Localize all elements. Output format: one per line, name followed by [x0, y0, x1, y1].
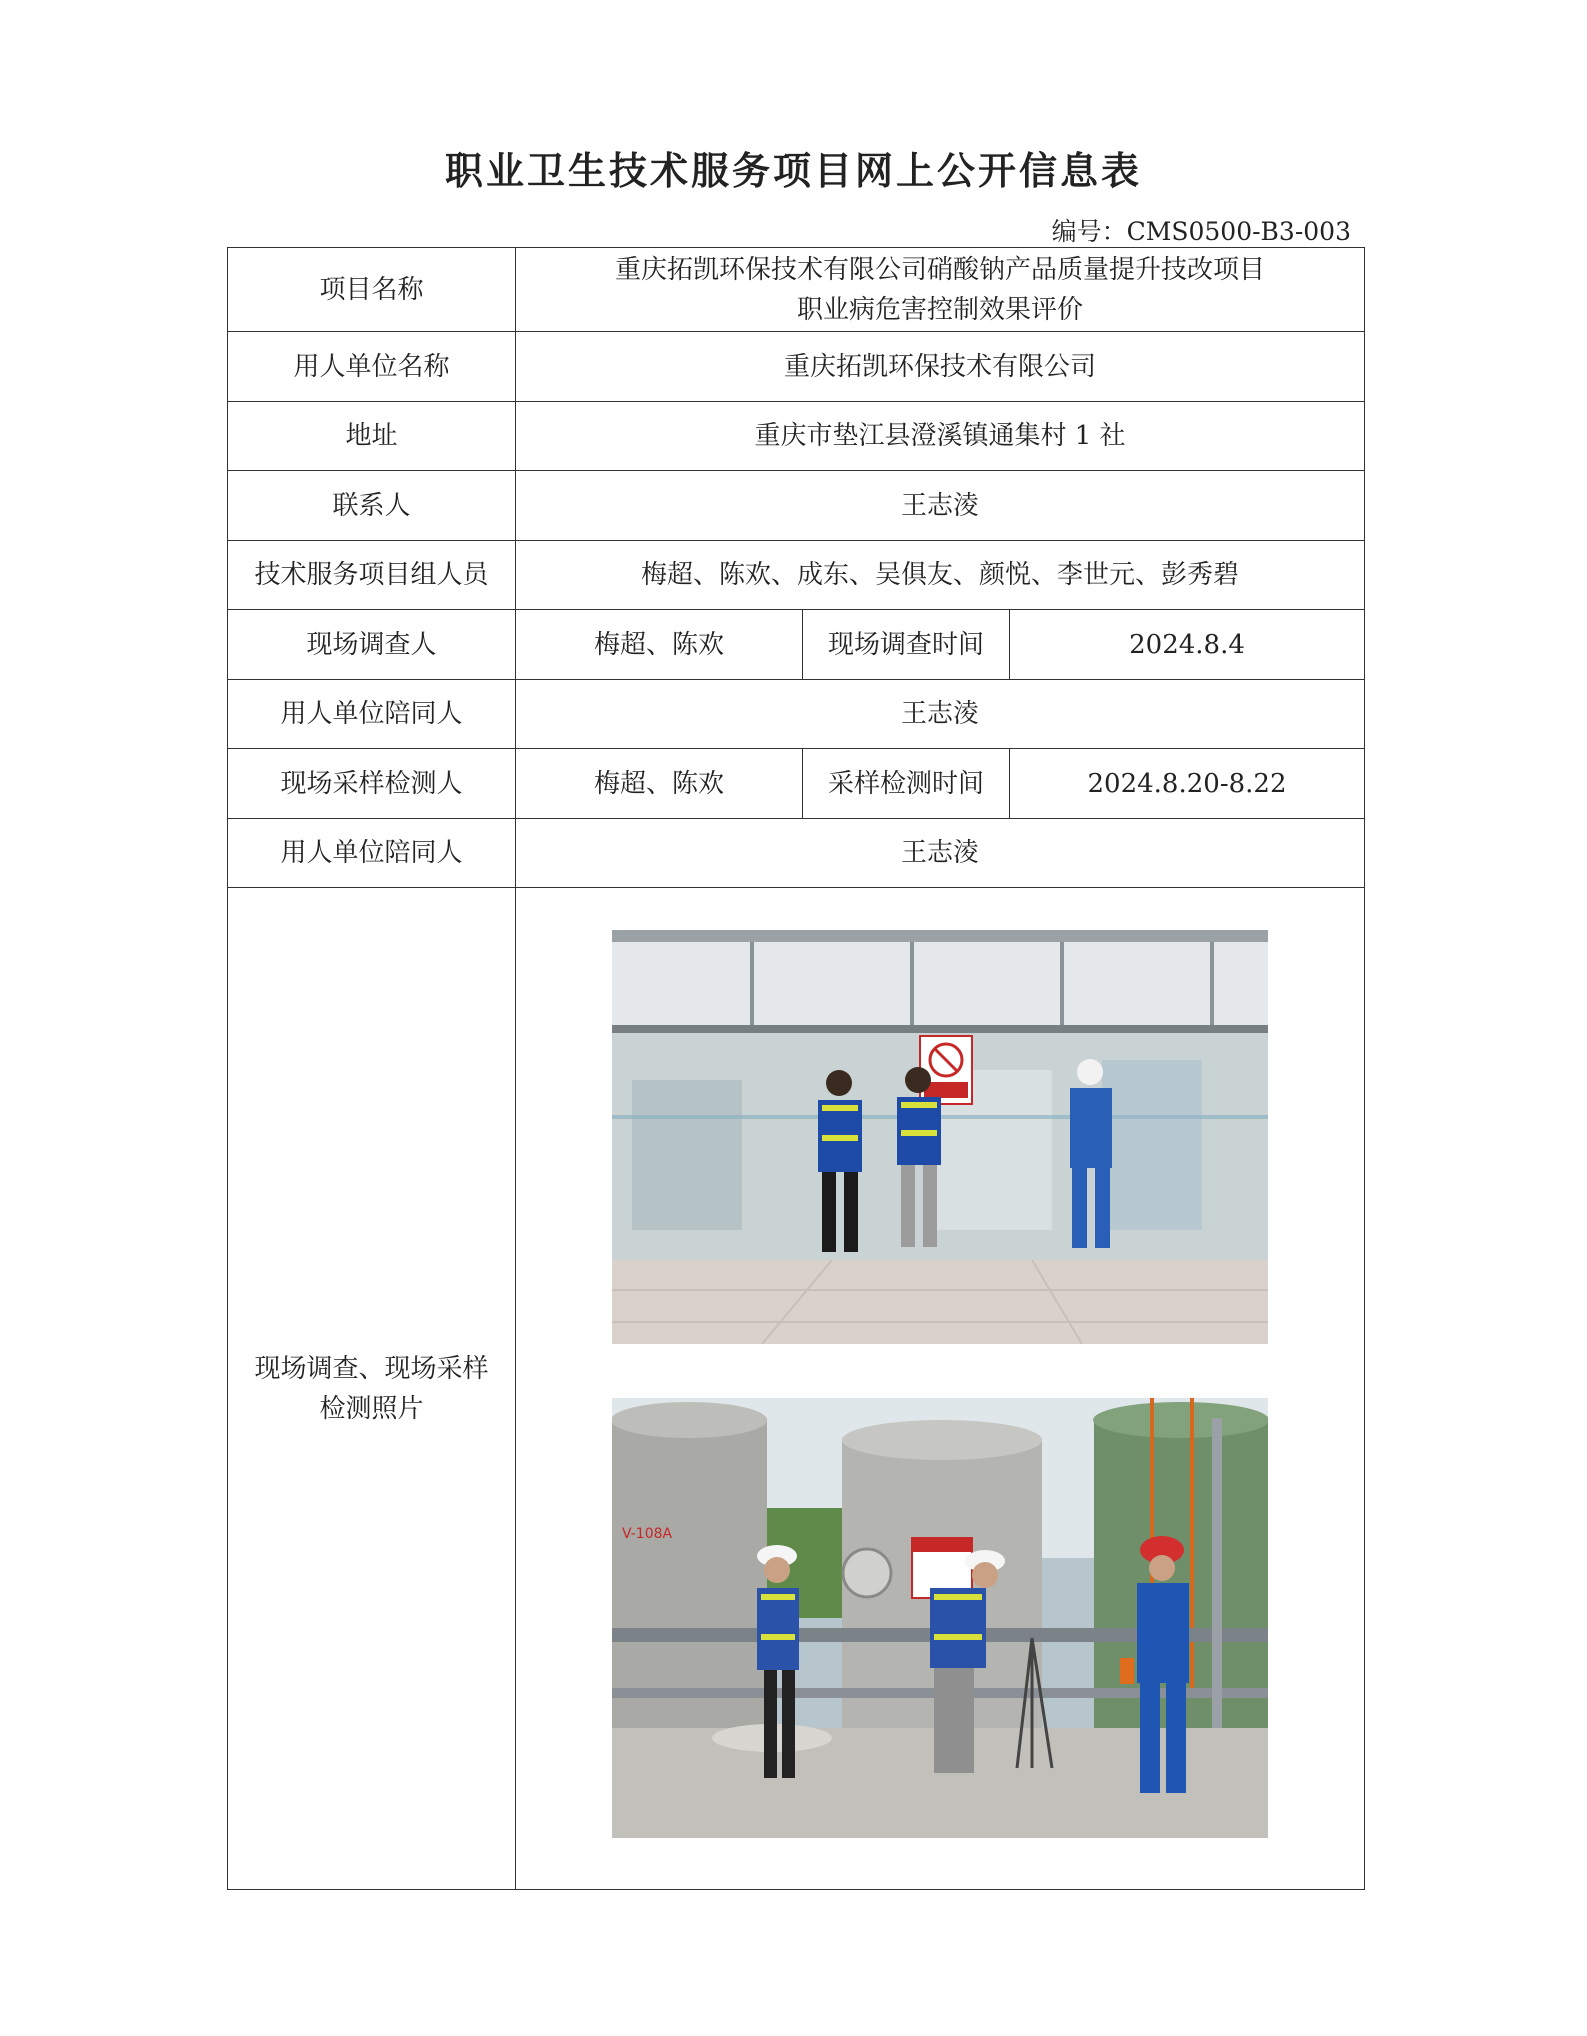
team-label: 技术服务项目组人员	[228, 541, 516, 610]
address-label: 地址	[228, 402, 516, 471]
accompany-1-value: 王志淩	[516, 680, 1365, 749]
photos-cell	[516, 888, 1365, 1890]
contact-value: 王志淩	[516, 471, 1365, 541]
accompany-2-value: 王志淩	[516, 819, 1365, 888]
project-name-line1: 重庆拓凯环保技术有限公司硝酸钠产品质量提升技改项目	[615, 254, 1266, 285]
row-project-name	[228, 248, 1365, 332]
row-team	[228, 541, 1365, 610]
photos-label-line2: 检测照片	[319, 1393, 424, 1424]
sampling-person-label: 现场采样检测人	[228, 749, 516, 819]
photos-label	[228, 888, 516, 1890]
document-title: 职业卫生技术服务项目网上公开信息表	[444, 148, 1142, 193]
project-name-line2: 职业病危害控制效果评价	[797, 294, 1084, 325]
site-survey-photo	[612, 930, 1268, 1344]
contact-label: 联系人	[228, 471, 516, 541]
sampling-time-value: 2024.8.20-8.22	[1010, 749, 1365, 819]
row-address	[228, 402, 1365, 471]
survey-person-label: 现场调查人	[228, 610, 516, 680]
row-sampling	[228, 749, 1365, 819]
survey-person-value: 梅超、陈欢	[516, 610, 803, 680]
document-code: 编号：CMS0500-B3-003	[1051, 217, 1351, 246]
project-name-label: 项目名称	[228, 248, 516, 332]
info-table	[227, 247, 1365, 1890]
row-contact	[228, 471, 1365, 541]
sampling-time-label: 采样检测时间	[803, 749, 1010, 819]
row-employer	[228, 332, 1365, 402]
row-survey	[228, 610, 1365, 680]
accompany-1-label: 用人单位陪同人	[228, 680, 516, 749]
survey-time-label: 现场调查时间	[803, 610, 1010, 680]
sampling-person-value: 梅超、陈欢	[516, 749, 803, 819]
site-sampling-photo	[612, 1398, 1268, 1838]
team-value: 梅超、陈欢、成东、吴俱友、颜悦、李世元、彭秀碧	[516, 541, 1365, 610]
employer-label: 用人单位名称	[228, 332, 516, 402]
address-value: 重庆市垫江县澄溪镇通集村 1 社	[516, 402, 1365, 471]
project-name-value	[516, 248, 1365, 332]
photos-label-line1: 现场调查、现场采样	[254, 1353, 489, 1384]
row-accompany-2	[228, 819, 1365, 888]
employer-value: 重庆拓凯环保技术有限公司	[516, 332, 1365, 402]
svg-text:V-108A: V-108A	[622, 1526, 673, 1542]
survey-time-value: 2024.8.4	[1010, 610, 1365, 680]
accompany-2-label: 用人单位陪同人	[228, 819, 516, 888]
row-accompany-1	[228, 680, 1365, 749]
row-photos	[228, 888, 1365, 1890]
